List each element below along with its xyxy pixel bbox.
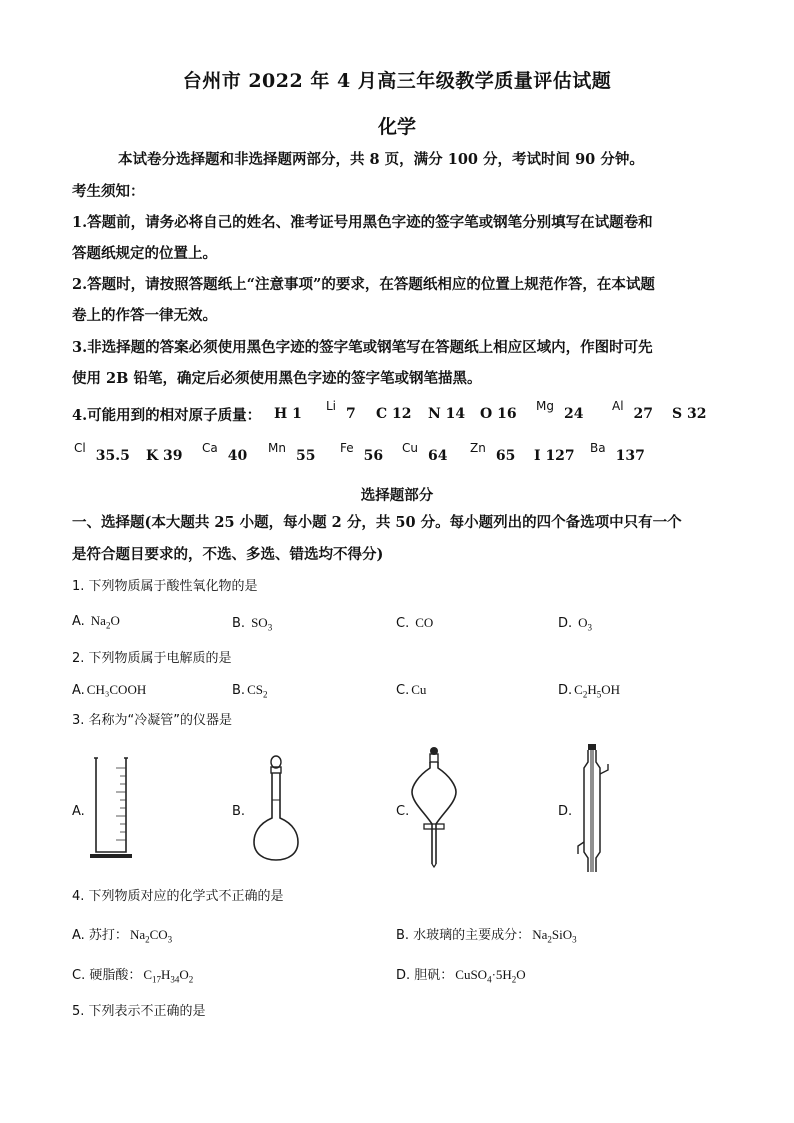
mass-Li: Li 7 — [326, 399, 356, 422]
notice-item-2-cont: 卷上的作答一律无效。 — [72, 307, 217, 324]
question-1-option-a[interactable]: A. $Na_2O$ — [72, 613, 120, 631]
mass-O: O 16 — [480, 406, 517, 422]
intro-text: 本试卷分选择题和非选择题两部分，共 8 页，满分 100 分，考试时间 90 分钟。 — [118, 151, 644, 168]
mass-N: N 14 — [428, 406, 466, 422]
mass-S: S 32 — [672, 406, 707, 422]
mass-Zn: Zn 65 — [470, 441, 516, 464]
mass-Ca: Ca 40 — [202, 441, 248, 464]
question-2-option-d[interactable]: D. $C_2H_5OH$ — [558, 682, 620, 700]
question-3-option-a[interactable]: A. — [72, 804, 85, 819]
mass-I: I 127 — [534, 448, 575, 464]
question-4-option-c[interactable]: C. 硬脂酸： $C_{17}H_{34}O_2$ — [72, 967, 194, 985]
mass-Ba: Ba 137 — [590, 441, 645, 464]
mass-H: H 1 — [274, 406, 302, 422]
exam-title: 台州市 2022 年 4 月高三年级教学质量评估试题 — [182, 70, 612, 92]
notice-item-1: 1.答题前，请务必将自己的姓名、准考证号用黑色字迹的签字笔或钢笔分别填写在试题卷和 — [72, 214, 653, 231]
question-4-stem: 4. 下列物质对应的化学式不正确的是 — [72, 889, 284, 904]
notice-item-1-cont: 答题纸规定的位置上。 — [72, 245, 217, 262]
question-2-option-c[interactable]: C. Cu — [396, 682, 427, 698]
question-1-option-d[interactable]: D. $O_3$ — [558, 615, 593, 633]
question-2-option-a[interactable]: A. CH₃COOH — [72, 682, 147, 698]
notice-item-3: 3.非选择题的答案必须使用黑色字迹的签字笔或钢笔写在答题纸上相应区域内，作图时可先 — [72, 339, 653, 356]
mass-Fe: Fe 56 — [340, 441, 384, 464]
part1-instructions-cont: 是符合题目要求的，不选、多选、错选均不得分) — [72, 546, 384, 563]
section-title: 选择题部分 — [360, 487, 434, 504]
mass-Al: Al 27 — [612, 399, 654, 422]
separatory-funnel-icon — [410, 746, 458, 868]
condenser-tube-icon — [574, 742, 614, 874]
question-1-option-c[interactable]: C. CO — [396, 615, 434, 631]
mass-Mn: Mn 55 — [268, 441, 316, 464]
mass-K: K 39 — [146, 448, 183, 464]
question-4-option-b[interactable]: B. 水玻璃的主要成分： $Na_2SiO_3$ — [396, 927, 577, 945]
notice-item-3-cont: 使用 2B 铅笔，确定后必须使用黑色字迹的签字笔或钢笔描黑。 — [72, 370, 482, 387]
question-3-stem: 3. 名称为“冷凝管”的仪器是 — [72, 713, 233, 728]
mass-Mg: Mg 24 — [536, 399, 584, 422]
notice-item-4-label: 4.可能用到的相对原子质量： — [72, 407, 262, 424]
question-1-option-b[interactable]: B. $SO_3$ — [232, 615, 273, 633]
question-4-option-a[interactable]: A. 苏打： $Na_2CO_3$ — [72, 927, 173, 945]
graduated-cylinder-icon — [88, 754, 134, 864]
mass-Cl: Cl 35.5 — [74, 441, 130, 464]
question-3-option-c[interactable]: C. — [396, 804, 410, 819]
question-4-option-d[interactable]: D. 胆矾： $CuSO_4\cdot 5H_2O$ — [396, 967, 526, 985]
mass-C: C 12 — [376, 406, 412, 422]
question-5-stem: 5. 下列表示不正确的是 — [72, 1004, 206, 1019]
part1-instructions: 一、选择题(本大题共 25 小题，每小题 2 分，共 50 分。每小题列出的四个备选项中只有一个 — [72, 514, 682, 531]
question-1-stem: 1. 下列物质属于酸性氧化物的是 — [72, 579, 258, 594]
notice-heading: 考生须知： — [72, 183, 145, 200]
notice-item-2: 2.答题时，请按照答题纸上“注意事项”的要求，在答题纸相应的位置上规范作答，在本试题 — [72, 276, 655, 293]
question-2-stem: 2. 下列物质属于电解质的是 — [72, 651, 232, 666]
question-3-option-b[interactable]: B. — [232, 804, 246, 819]
volumetric-flask-icon — [252, 752, 300, 864]
question-3-option-d[interactable]: D. — [558, 804, 573, 819]
subject-title: 化学 — [377, 116, 416, 138]
question-2-option-b[interactable]: B. $CS_2$ — [232, 682, 268, 700]
mass-Cu: Cu 64 — [402, 441, 448, 464]
